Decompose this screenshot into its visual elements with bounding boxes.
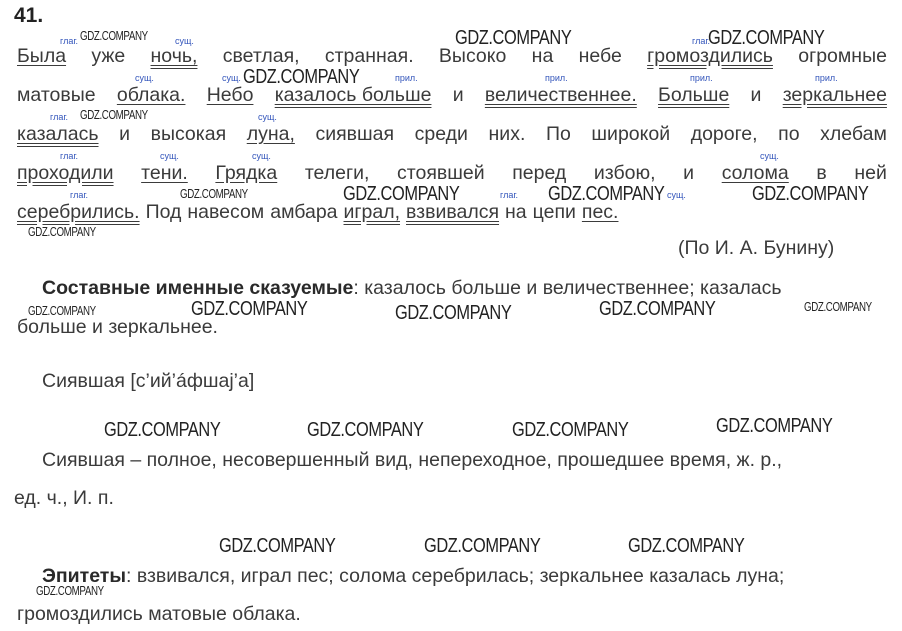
word: дороге, bbox=[690, 123, 758, 145]
word: облака. bbox=[116, 84, 186, 106]
word: казалось больше bbox=[274, 84, 432, 106]
epithets-text: : взвивался, играл пес; солома серебрилась; зеркальнее казалась луна; bbox=[125, 565, 785, 587]
word: сиявшая bbox=[315, 123, 395, 145]
watermark: GDZ.COMPANY bbox=[307, 419, 424, 441]
watermark: GDZ.COMPANY bbox=[548, 183, 665, 205]
pos-tag: глаг. bbox=[692, 36, 711, 46]
watermark: GDZ.COMPANY bbox=[80, 28, 148, 43]
pos-tag: сущ. bbox=[667, 190, 686, 200]
pos-tag: прил. bbox=[815, 73, 838, 83]
word: ночь, bbox=[150, 45, 198, 67]
word: Высоко bbox=[438, 45, 507, 67]
word: хлебам bbox=[820, 123, 887, 145]
word: широкой bbox=[591, 123, 671, 145]
watermark: GDZ.COMPANY bbox=[343, 183, 460, 205]
word: огромные bbox=[798, 45, 887, 67]
watermark: GDZ.COMPANY bbox=[28, 224, 96, 239]
pos-tag: сущ. bbox=[222, 73, 241, 83]
word: пес. bbox=[581, 201, 619, 223]
word: стоявшей bbox=[397, 162, 485, 184]
pos-tag: глаг. bbox=[60, 151, 79, 161]
epithets-line2: громоздились матовые облака. bbox=[17, 603, 301, 625]
word: странная. bbox=[324, 45, 414, 67]
pos-tag: сущ. bbox=[160, 151, 179, 161]
word: казалась bbox=[17, 123, 99, 145]
word: высокая bbox=[150, 123, 227, 145]
word: Грядка bbox=[215, 162, 278, 184]
participle-line1: Сиявшая – полное, несовершенный вид, непереходное, прошедшее время, ж. р., bbox=[42, 449, 783, 471]
word: Больше bbox=[658, 84, 730, 106]
pos-tag: прил. bbox=[545, 73, 568, 83]
pos-tag: сущ. bbox=[760, 151, 779, 161]
watermark: GDZ.COMPANY bbox=[599, 298, 716, 320]
word: матовые bbox=[17, 84, 96, 106]
word: на bbox=[505, 201, 527, 223]
word: Под bbox=[145, 201, 182, 223]
pos-tag: сущ. bbox=[252, 151, 271, 161]
word: По bbox=[545, 123, 571, 145]
epithets-label: Эпитеты bbox=[42, 565, 126, 587]
word: навесом bbox=[187, 201, 265, 223]
word: Небо bbox=[206, 84, 254, 106]
word: взвивался bbox=[406, 201, 500, 223]
watermark: GDZ.COMPANY bbox=[395, 302, 512, 324]
watermark: GDZ.COMPANY bbox=[80, 107, 148, 122]
watermark: GDZ.COMPANY bbox=[628, 535, 745, 557]
pos-tag: сущ. bbox=[175, 36, 194, 46]
exercise-number: 41. bbox=[14, 4, 44, 27]
watermark: GDZ.COMPANY bbox=[708, 27, 825, 49]
word: светлая, bbox=[222, 45, 300, 67]
epithets-line1 bbox=[42, 565, 784, 588]
author-attribution: (По И. А. Бунину) bbox=[678, 237, 835, 259]
word: величественнее. bbox=[484, 84, 637, 106]
word: и bbox=[119, 123, 130, 145]
word: серебрились. bbox=[17, 201, 140, 223]
pos-tag: сущ. bbox=[258, 112, 277, 122]
word: среди bbox=[414, 123, 468, 145]
watermark: GDZ.COMPANY bbox=[512, 419, 629, 441]
word: громоздились bbox=[647, 45, 773, 67]
compound-predicates-line1 bbox=[42, 277, 782, 300]
word: проходили bbox=[17, 162, 114, 184]
watermark: GDZ.COMPANY bbox=[191, 298, 308, 320]
watermark: GDZ.COMPANY bbox=[424, 535, 541, 557]
word: играл, bbox=[343, 201, 401, 223]
watermark: GDZ.COMPANY bbox=[219, 535, 336, 557]
word: луна, bbox=[246, 123, 295, 145]
pos-tag: прил. bbox=[690, 73, 713, 83]
word: солома bbox=[721, 162, 789, 184]
compound-predicates-line2: больше и зеркальнее. bbox=[17, 316, 218, 338]
word: избою, bbox=[593, 162, 656, 184]
word: ней bbox=[854, 162, 887, 184]
watermark: GDZ.COMPANY bbox=[804, 299, 872, 314]
word: перед bbox=[512, 162, 567, 184]
transcription: Сиявшая [с’ий’áфшаj’а] bbox=[42, 370, 255, 392]
watermark: GDZ.COMPANY bbox=[243, 66, 360, 88]
word: по bbox=[778, 123, 800, 145]
word: небе bbox=[578, 45, 622, 67]
word: амбара bbox=[270, 201, 338, 223]
word: тени. bbox=[141, 162, 188, 184]
pos-tag: глаг. bbox=[500, 190, 519, 200]
word: Была bbox=[17, 45, 67, 67]
word: и bbox=[452, 84, 464, 106]
pos-tag: глаг. bbox=[60, 36, 79, 46]
text-line-2 bbox=[17, 83, 887, 107]
watermark: GDZ.COMPANY bbox=[716, 415, 833, 437]
word: и bbox=[750, 84, 762, 106]
word: уже bbox=[91, 45, 126, 67]
text-line-3 bbox=[17, 122, 887, 146]
pos-tag: глаг. bbox=[70, 190, 89, 200]
watermark: GDZ.COMPANY bbox=[455, 27, 572, 49]
watermark: GDZ.COMPANY bbox=[28, 303, 96, 318]
word: зеркальнее bbox=[782, 84, 887, 106]
watermark: GDZ.COMPANY bbox=[180, 186, 248, 201]
compound-predicates-label: Составные именные сказуемые bbox=[42, 277, 354, 299]
word: и bbox=[683, 162, 695, 184]
word: телеги, bbox=[304, 162, 370, 184]
watermark: GDZ.COMPANY bbox=[104, 419, 221, 441]
text-line-4 bbox=[17, 161, 887, 185]
participle-line2: ед. ч., И. п. bbox=[14, 487, 114, 509]
compound-predicates-text: : казалось больше и величественнее; казалась bbox=[353, 277, 782, 299]
pos-tag: глаг. bbox=[50, 112, 69, 122]
watermark: GDZ.COMPANY bbox=[36, 583, 104, 598]
watermark: GDZ.COMPANY bbox=[752, 183, 869, 205]
word: в bbox=[816, 162, 827, 184]
pos-tag: прил. bbox=[395, 73, 418, 83]
pos-tag: сущ. bbox=[135, 73, 154, 83]
word: них. bbox=[488, 123, 526, 145]
word: на bbox=[531, 45, 554, 67]
word: цепи bbox=[532, 201, 576, 223]
